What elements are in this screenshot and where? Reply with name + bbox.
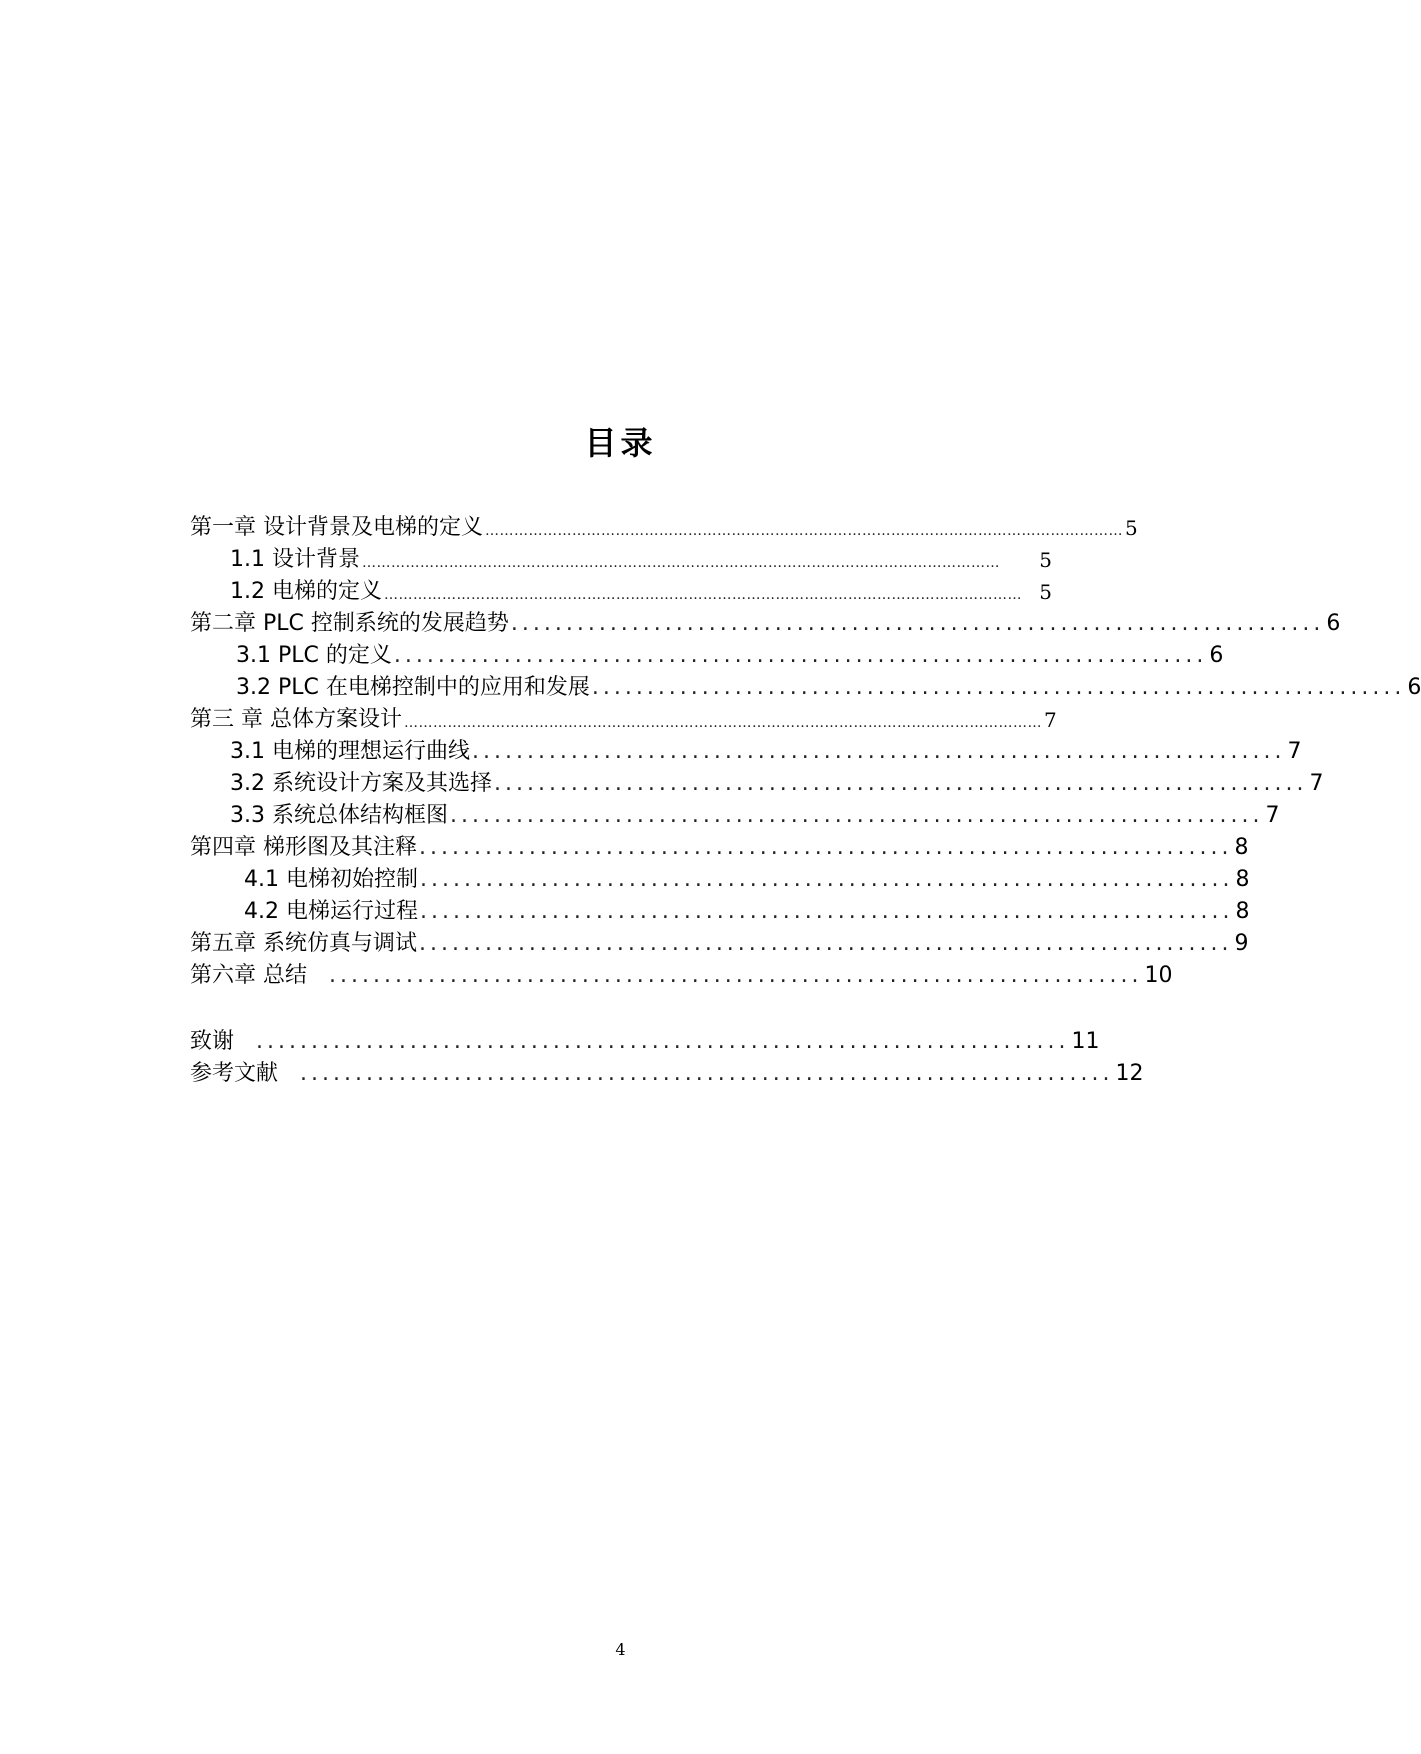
toc-leader-dots: …………………………………………………………………………………………………………………… [383,587,1022,603]
toc-entry-2-2[interactable] [236,670,1421,702]
toc-leader-dots: .......................................................................... [419,931,1233,956]
toc-leader-dots: .......................................................................... [419,867,1234,892]
toc-entry-3-1[interactable] [230,734,1302,766]
toc-entry-page: 7 [1265,803,1280,828]
toc-entry-2-1[interactable] [236,638,1224,670]
toc-entry-chapter-5[interactable] [190,926,1249,958]
toc-entry-3-3[interactable] [230,798,1280,830]
toc-entry-label: 3.1 PLC 的定义 [236,643,392,668]
toc-entry-label: 致谢 [190,1029,235,1054]
toc-entry-label: 第一章 设计背景及电梯的定义 [190,515,483,540]
toc-entry-page: 6 [1326,611,1341,636]
toc-entry-page: 8 [1235,899,1250,924]
toc-entry-4-2[interactable] [244,894,1250,926]
toc-entry-label: 3.2 系统设计方案及其选择 [230,771,492,796]
toc-entry-1-1[interactable] [230,542,1052,574]
toc-entry-page: 5 [1125,516,1138,540]
toc-entry-label: 1.2 电梯的定义 [230,579,382,604]
toc-entry-3-2[interactable] [230,766,1324,798]
toc-leader-dots: .......................................................................... [329,963,1143,988]
toc-entry-acknowledgements[interactable] [190,1024,1100,1056]
toc-leader-dots: …………………………………………………………………………………………………………………… [361,555,1000,571]
toc-entry-page: 9 [1234,931,1249,956]
toc-entry-label: 参考文献 [190,1061,279,1086]
toc-entry-chapter-3[interactable] [190,702,1057,734]
toc-leader-dots: .......................................................................... [591,675,1406,700]
toc-entry-label: 3.1 电梯的理想运行曲线 [230,739,470,764]
toc-entry-references[interactable] [190,1056,1144,1088]
toc-leader-dots: .......................................................................... [256,1029,1070,1054]
toc-entry-4-1[interactable] [244,862,1250,894]
toc-entry-label: 第五章 系统仿真与调试 [190,931,417,956]
page-number: 4 [615,1640,626,1659]
toc-entry-label: 第二章 PLC 控制系统的发展趋势 [190,611,509,636]
toc-entry-page: 8 [1234,835,1249,860]
toc-entry-chapter-2[interactable] [190,606,1341,638]
toc-entry-page: 10 [1144,963,1173,988]
toc-entry-1-2[interactable] [230,574,1052,606]
toc-entry-label: 4.2 电梯运行过程 [244,899,418,924]
toc-entry-page: 6 [1407,675,1421,700]
toc-entry-page: 5 [1039,580,1052,604]
toc-leader-dots: .......................................................................... [419,899,1234,924]
toc-entry-label: 3.3 系统总体结构框图 [230,803,448,828]
toc-leader-dots: .......................................................................... [393,643,1208,668]
toc-entry-page: 7 [1044,708,1057,732]
toc-leader-dots: .......................................................................... [419,835,1233,860]
toc-leader-dots: .......................................................................... [449,803,1264,828]
toc-leader-dots: .......................................................................... [471,739,1286,764]
toc-entry-page: 5 [1039,548,1052,572]
toc-entry-chapter-1[interactable] [190,510,1138,542]
toc-entry-label: 第六章 总结 [190,963,307,988]
toc-leader-dots: .......................................................................... [300,1061,1114,1086]
toc-leader-dots: …………………………………………………………………………………………………………………… [404,715,1042,731]
toc-entry-label: 第四章 梯形图及其注释 [190,835,417,860]
page-title: 目录 [584,424,657,462]
toc-leader-dots: …………………………………………………………………………………………………………………… [485,523,1123,539]
toc-entry-chapter-6[interactable] [190,958,1173,990]
toc-entry-label: 3.2 PLC 在电梯控制中的应用和发展 [236,675,590,700]
toc-entry-page: 7 [1287,739,1302,764]
toc-entry-label: 1.1 设计背景 [230,547,360,572]
toc-entry-chapter-4[interactable] [190,830,1249,862]
toc-entry-page: 6 [1209,643,1224,668]
toc-entry-label: 第三 章 总体方案设计 [190,707,402,732]
toc-leader-dots: .......................................................................... [510,611,1325,636]
toc-entry-page: 12 [1115,1061,1144,1086]
toc-entry-page: 11 [1071,1029,1100,1054]
toc-entry-label: 4.1 电梯初始控制 [244,867,418,892]
toc-entry-page: 7 [1309,771,1324,796]
toc-leader-dots: .......................................................................... [493,771,1308,796]
toc-entry-page: 8 [1235,867,1250,892]
